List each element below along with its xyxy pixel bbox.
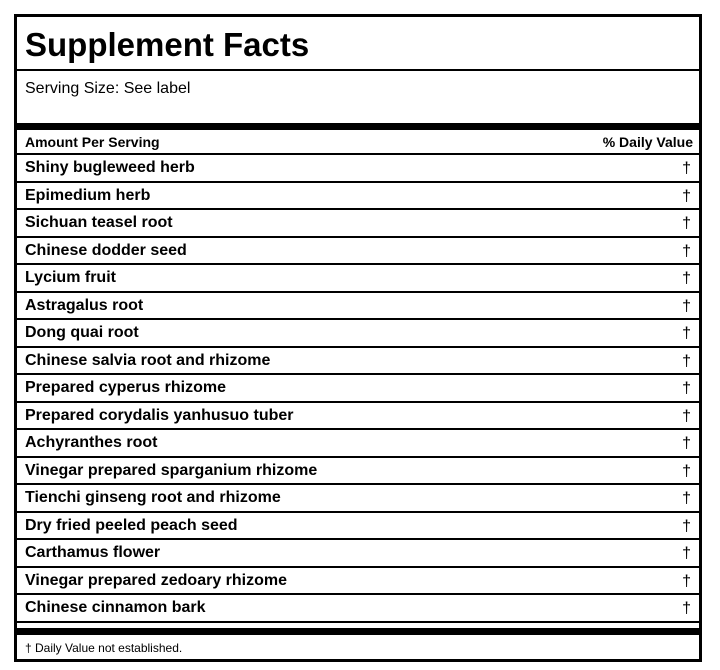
thick-divider-top [17,123,699,130]
ingredient-row [17,513,699,541]
ingredient-row [17,458,699,486]
ingredient-row [17,238,699,266]
ingredient-name: Dong quai root [25,324,139,341]
ingredient-name: Achyranthes root [25,434,158,451]
amount-per-serving-label: Amount Per Serving [25,134,160,150]
ingredient-row [17,320,699,348]
ingredient-daily-value: † [682,297,691,315]
ingredient-daily-value: † [682,325,691,342]
thick-divider-bottom [17,628,699,635]
ingredient-row [17,183,699,211]
ingredient-daily-value: † [682,572,691,590]
ingredient-daily-value: † [682,215,691,232]
ingredient-row [17,595,699,623]
daily-value-label: % Daily Value [602,134,693,150]
ingredient-row [17,293,699,321]
ingredient-name: Vinegar prepared zedoary rhizome [25,571,288,589]
ingredient-daily-value: † [682,517,691,535]
serving-size: Serving Size: See label [25,80,191,97]
ingredient-daily-value: † [682,462,691,480]
ingredient-name: Carthamus flower [25,544,161,561]
ingredient-list [17,155,699,623]
ingredient-name: Chinese salvia root and rhizome [25,351,271,369]
ingredient-daily-value: † [682,407,691,425]
ingredient-name: Shiny bugleweed herb [25,159,195,176]
ingredient-row [17,348,699,376]
ingredient-row [17,403,699,431]
ingredient-name: Dry fried peeled peach seed [25,516,238,534]
ingredient-daily-value: † [682,270,691,287]
ingredient-daily-value: † [682,160,691,177]
panel-title: Supplement Facts [17,17,699,71]
footnote: † Daily Value not established. [25,641,183,655]
ingredient-row [17,540,699,568]
ingredient-daily-value: † [682,187,691,205]
ingredient-name: Prepared cyperus rhizome [25,379,226,396]
ingredient-daily-value: † [682,545,691,562]
ingredient-row [17,568,699,596]
ingredient-daily-value: † [682,352,691,370]
ingredient-daily-value: † [682,600,691,617]
ingredient-row [17,210,699,238]
ingredient-daily-value: † [682,380,691,397]
ingredient-name: Lycium fruit [25,269,116,286]
ingredient-daily-value: † [682,242,691,260]
ingredient-name: Vinegar prepared sparganium rhizome [25,461,318,479]
ingredient-name: Tienchi ginseng root and rhizome [25,489,281,506]
ingredient-name: Chinese dodder seed [25,241,187,259]
ingredient-name: Astragalus root [25,296,144,314]
ingredient-daily-value: † [682,490,691,507]
ingredient-name: Sichuan teasel root [25,214,173,231]
ingredient-daily-value: † [682,435,691,452]
ingredient-name: Chinese cinnamon bark [25,599,206,616]
ingredient-row [17,265,699,293]
ingredient-name: Epimedium herb [25,186,151,204]
column-header-row [17,130,699,155]
ingredient-row [17,375,699,403]
ingredient-row [17,155,699,183]
ingredient-row [17,430,699,458]
supplement-facts-panel [14,14,702,662]
ingredient-name: Prepared corydalis yanhusuo tuber [25,406,294,424]
ingredient-row [17,485,699,513]
